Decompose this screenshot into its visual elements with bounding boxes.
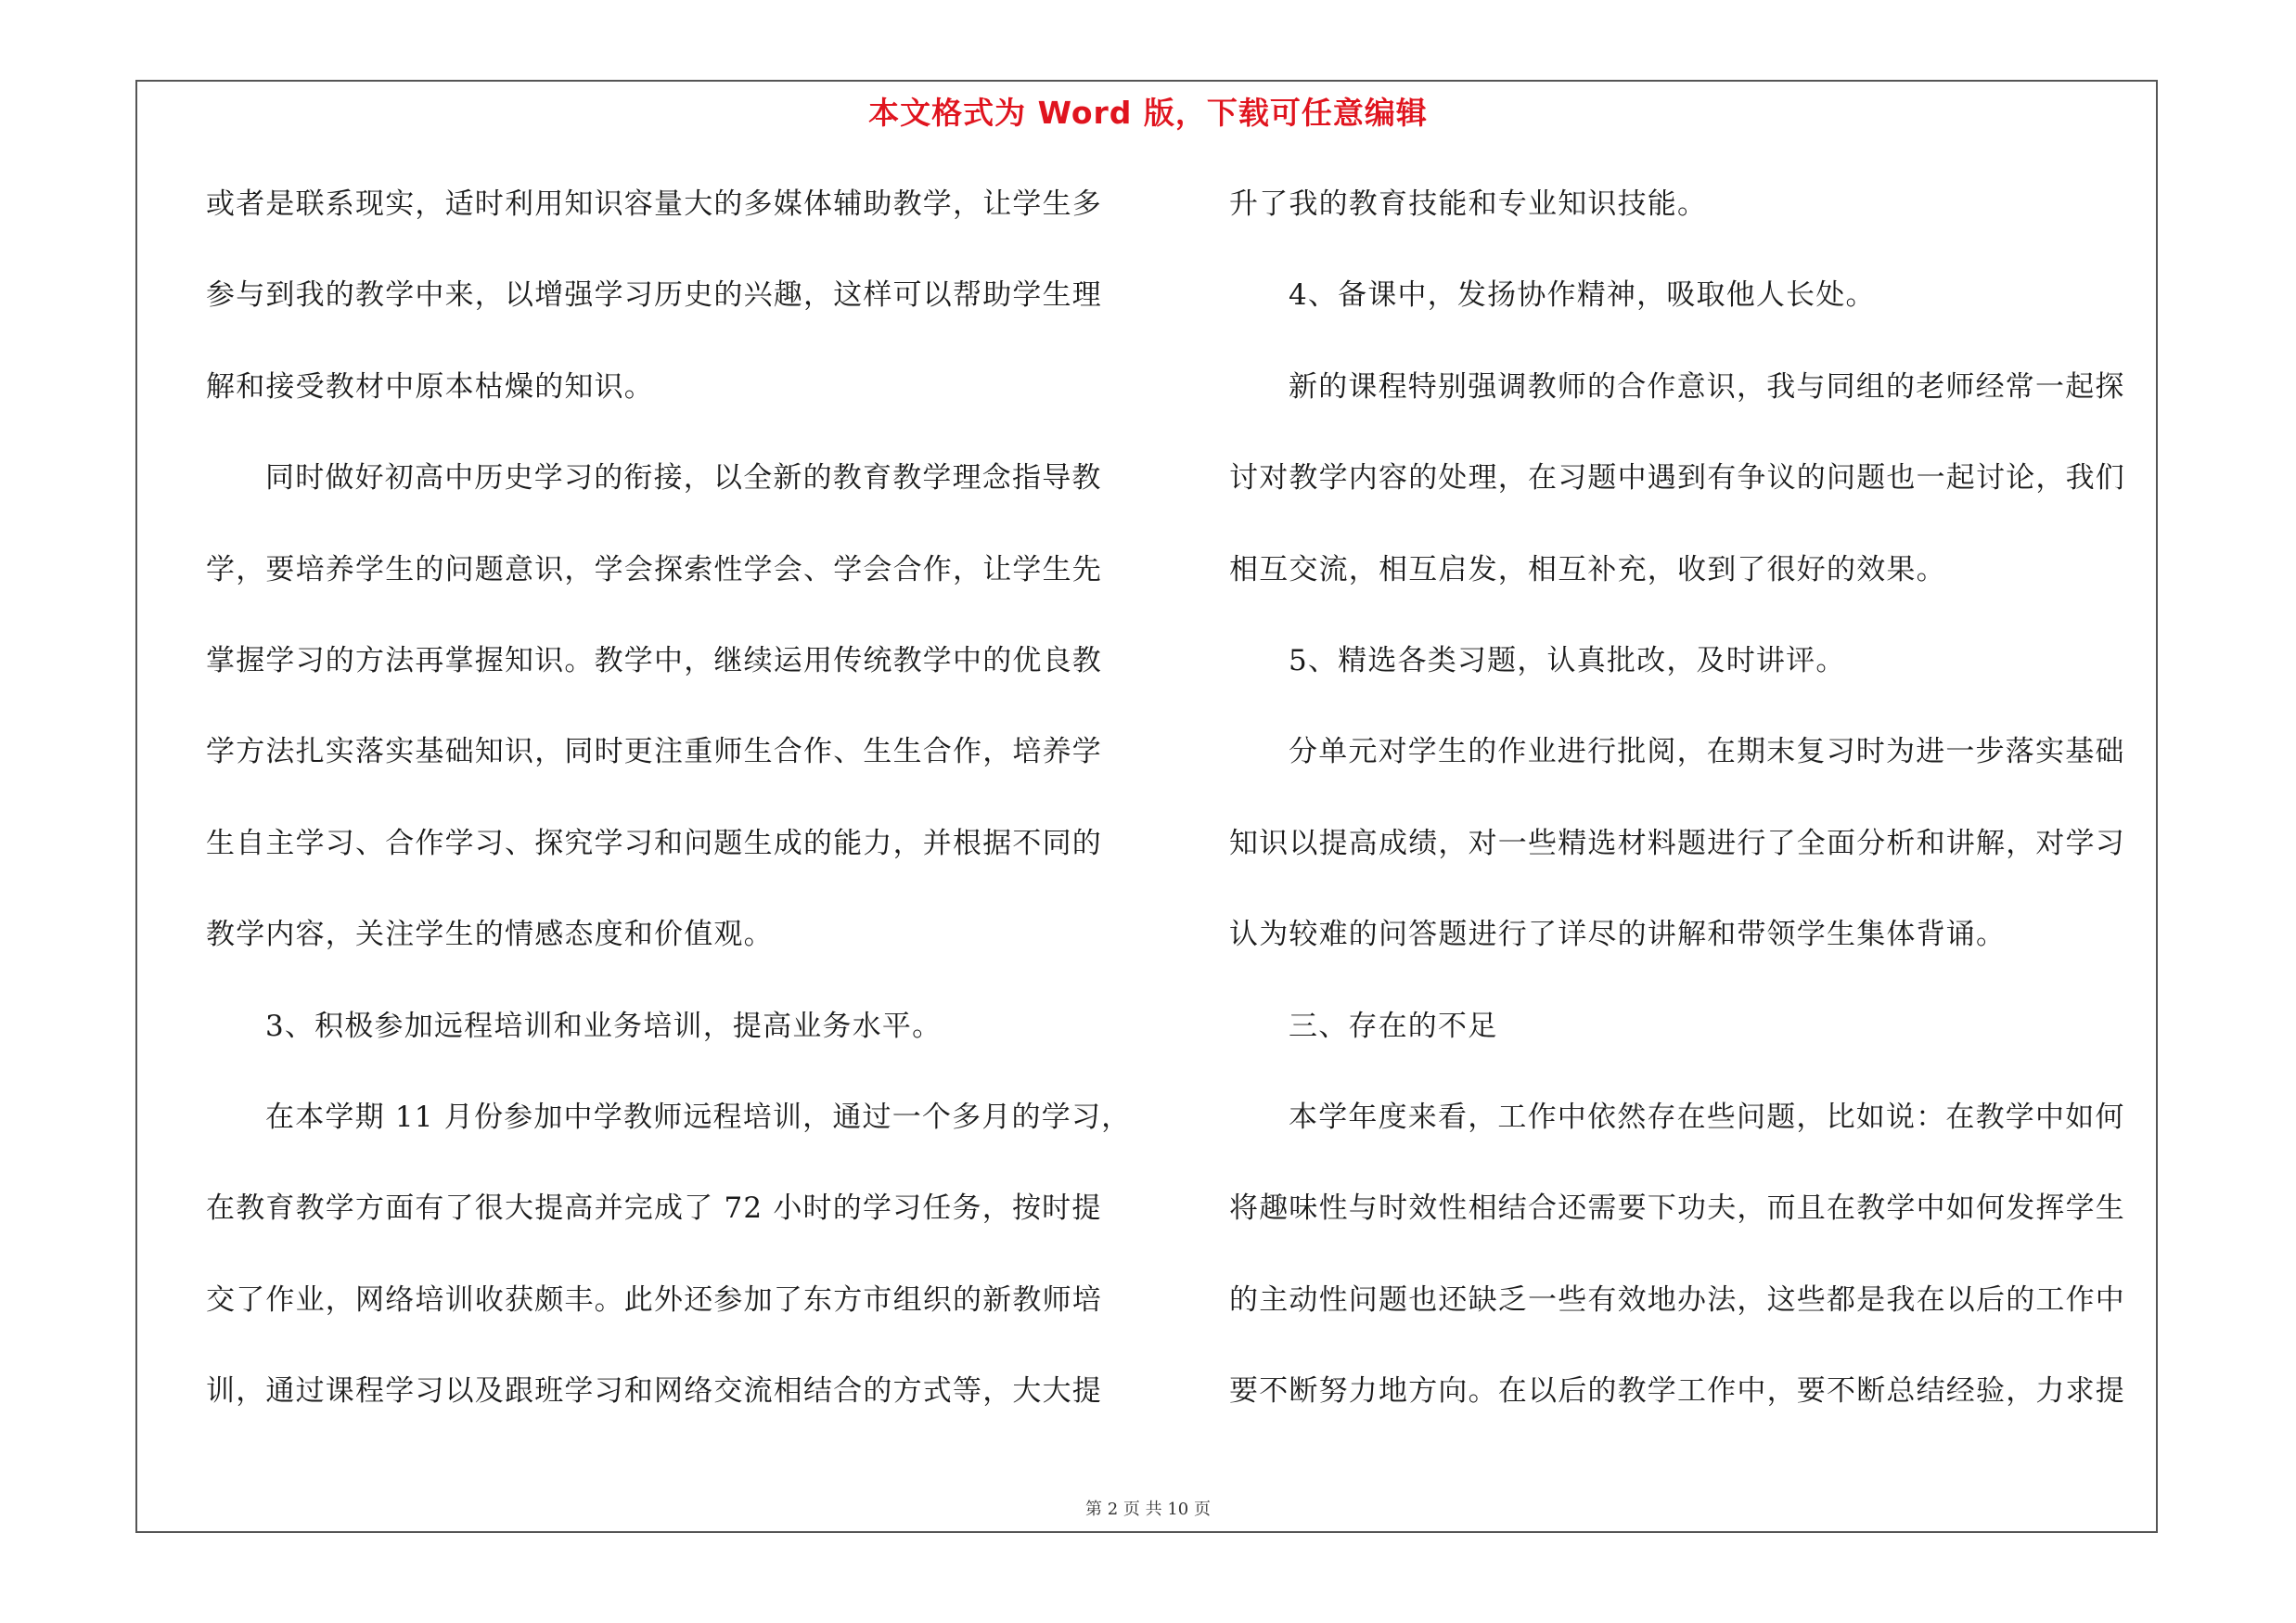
text-line: 学方法扎实落实基础知识，同时更注重师生合作、生生合作，培养学 — [206, 735, 1102, 768]
page-number-footer: 第 2 页 共 10 页 — [1085, 1500, 1211, 1519]
text-line: 交了作业，网络培训收获颇丰。此外还参加了东方市组织的新教师培 — [206, 1283, 1102, 1317]
text-line: 4、备课中，发扬协作精神，吸取他人长处。 — [1289, 278, 1876, 312]
text-line: 掌握学习的方法再掌握知识。教学中，继续运用传统教学中的优良教 — [206, 644, 1102, 677]
word-format-banner: 本文格式为 Word 版，下载可任意编辑 — [868, 95, 1428, 131]
text-line: 生自主学习、合作学习、探究学习和问题生成的能力，并根据不同的 — [206, 827, 1102, 860]
text-line: 分单元对学生的作业进行批阅，在期末复习时为进一步落实基础 — [1289, 735, 2125, 768]
text-line: 知识以提高成绩，对一些精选材料题进行了全面分析和讲解，对学习 — [1229, 827, 2125, 860]
text-line: 训，通过课程学习以及跟班学习和网络交流相结合的方式等，大大提 — [206, 1374, 1102, 1408]
text-line: 在本学期 11 月份参加中学教师远程培训，通过一个多月的学习， — [265, 1101, 1132, 1134]
text-line: 讨对教学内容的处理，在习题中遇到有争议的问题也一起讨论，我们 — [1229, 461, 2125, 495]
text-line: 三、存在的不足 — [1289, 1010, 1498, 1043]
text-line: 的主动性问题也还缺乏一些有效地办法，这些都是我在以后的工作中 — [1229, 1283, 2125, 1317]
text-line: 升了我的教育技能和专业知识技能。 — [1229, 187, 1708, 221]
text-line: 将趣味性与时效性相结合还需要下功夫，而且在教学中如何发挥学生 — [1229, 1191, 2125, 1225]
text-line: 要不断努力地方向。在以后的教学工作中，要不断总结经验，力求提 — [1229, 1374, 2125, 1408]
text-line: 教学内容，关注学生的情感态度和价值观。 — [206, 918, 774, 951]
text-line: 解和接受教材中原本枯燥的知识。 — [206, 370, 654, 404]
text-line: 本学年度来看，工作中依然存在些问题，比如说：在教学中如何 — [1289, 1101, 2125, 1134]
text-line: 或者是联系现实，适时利用知识容量大的多媒体辅助教学，让学生多 — [206, 187, 1102, 221]
text-line: 参与到我的教学中来，以增强学习历史的兴趣，这样可以帮助学生理 — [206, 278, 1102, 312]
text-line: 同时做好初高中历史学习的衔接，以全新的教育教学理念指导教 — [265, 461, 1102, 495]
text-line: 在教育教学方面有了很大提高并完成了 72 小时的学习任务，按时提 — [206, 1191, 1102, 1225]
text-line: 认为较难的问答题进行了详尽的讲解和带领学生集体背诵。 — [1229, 918, 2007, 951]
text-line: 5、精选各类习题，认真批改，及时讲评。 — [1289, 644, 1846, 677]
text-line: 学，要培养学生的问题意识，学会探索性学会、学会合作，让学生先 — [206, 553, 1102, 586]
text-line: 相互交流，相互启发，相互补充，收到了很好的效果。 — [1229, 553, 1946, 586]
text-line: 新的课程特别强调教师的合作意识，我与同组的老师经常一起探 — [1289, 370, 2125, 404]
text-line: 3、积极参加远程培训和业务培训，提高业务水平。 — [265, 1010, 943, 1043]
